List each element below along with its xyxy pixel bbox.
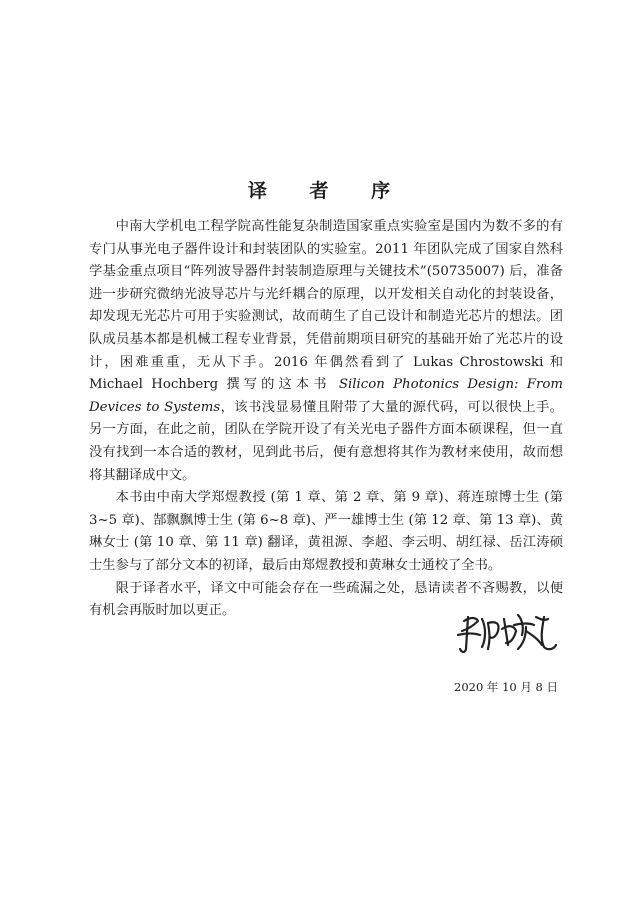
preface-body (89, 216, 563, 623)
page-title: 译 者 序 (247, 180, 409, 202)
paragraph-1-text-before: 中南大学机电工程学院高性能复杂制造国家重点实验室是国内为数不多的有专门从事光电子器件设计和封装团队的实验室。2011 年团队完成了国家自然科学基金重点项目“阵列波导器件封装制造原理与关键技术”(50735007) 后，准备进一步研究微纳光波导芯片与光纤耦合的原理，以开发相关自动化的封装设备，却发现无光芯片可用于实验测试，故而萌生了自己设计和制造光芯片的想法。团队成员基本都是机械工程专业背景，凭借前期项目研究的基础开始了光芯片的设计，困难重重，无从下手。2016 年偶然看到了 Lukas Chrostowski 和 Michael Hochberg 撰写的这本书 (89, 219, 563, 393)
handwritten-signature (452, 605, 562, 657)
paragraph-3: 限于译者水平，译文中可能会存在一些疏漏之处，恳请读者不吝赐教，以便有机会再版时加以更正。 (89, 580, 563, 619)
paragraph-1-text-after: ，该书浅显易懂且附带了大量的源代码，可以很快上手。另一方面，在此之前，团队在学院开设了有关光电子器件方面本硕课程，但一直没有找到一本合适的教材，见到此书后，便有意想将其作为教材来使用，故而想将其翻译成中文。 (89, 399, 564, 483)
paragraph-1 (89, 216, 563, 487)
paragraph-2: 本书由中南大学郑煜教授 (第 1 章、第 2 章、第 9 章)、蒋连琼博士生 (第 3~5 章)、郜飘飘博士生 (第 6~8 章)、严一雄博士生 (第 12 章、第 13 章)、黄琳女士 (第 10 章、第 11 章) 翻译，黄祖源、李超、李云明、胡红禄、岳江涛硕士生参与了部分文本的初译，最后由郑煜教授和黄琳女士通校了全书。 (89, 490, 563, 573)
book-title: Silicon Photonics Design: From Devices to Systems (89, 377, 563, 415)
date-line: 2020 年 10 月 8 日 (454, 680, 558, 694)
